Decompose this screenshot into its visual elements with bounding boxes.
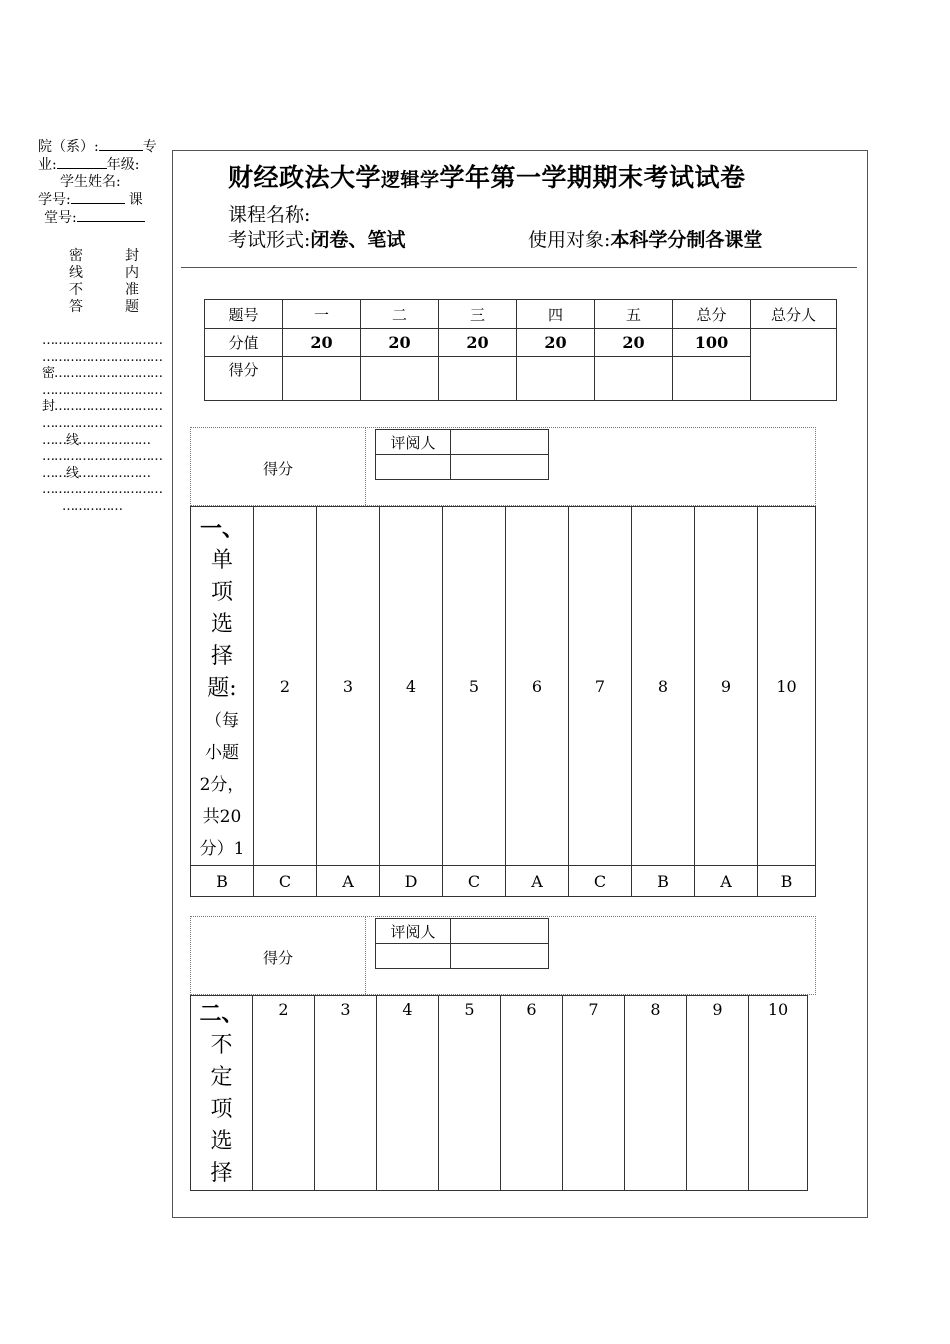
- th-5: 五: [595, 300, 673, 329]
- q2-number: 3: [315, 996, 377, 1191]
- answer-cell: C: [254, 866, 317, 897]
- section2-score-divider: [365, 917, 366, 994]
- section2-answer-table: [190, 995, 808, 1191]
- department-field: 院（系）: 专: [38, 139, 157, 155]
- value-2: 20: [361, 329, 439, 357]
- q2-number: 7: [563, 996, 625, 1191]
- target-row: 使用对象:本科学分制各课堂: [528, 229, 763, 251]
- score-input-1[interactable]: [283, 357, 361, 401]
- section1-answer-table: [190, 506, 816, 897]
- q2-number: 4: [377, 996, 439, 1191]
- section2-reviewer-name[interactable]: [451, 919, 549, 944]
- score-input-5[interactable]: [595, 357, 673, 401]
- section1-reviewer-cell-a[interactable]: [376, 455, 451, 480]
- department-blank[interactable]: [99, 138, 143, 151]
- value-4: 20: [517, 329, 595, 357]
- answer-cell: A: [317, 866, 380, 897]
- section2-reviewer-label: 评阅人: [376, 919, 451, 944]
- section2-reviewer-table: [375, 918, 549, 969]
- course-name-row: 课程名称:: [228, 204, 311, 226]
- exam-title: 财经政法大学逻辑学学年第一学期期末考试试卷: [228, 163, 746, 192]
- section1-reviewer-cell-b[interactable]: [451, 455, 549, 480]
- th-number: 题号: [205, 300, 283, 329]
- q-number: 4: [380, 507, 443, 866]
- th-scorer: 总分人: [751, 300, 837, 329]
- answer-cell: C: [443, 866, 506, 897]
- section1-reviewer-label: 评阅人: [376, 430, 451, 455]
- answer-cell: B: [758, 866, 816, 897]
- major-grade-field: 业: 年级:: [38, 157, 140, 173]
- header-divider: [181, 267, 857, 268]
- q-number: 9: [695, 507, 758, 866]
- classroom-field: 堂号:: [38, 209, 166, 227]
- target-value: 本科学分制各课堂: [610, 229, 763, 251]
- value-3: 20: [439, 329, 517, 357]
- q2-number: 8: [625, 996, 687, 1191]
- q-number: 6: [506, 507, 569, 866]
- q-number: 10: [758, 507, 816, 866]
- score-summary-table: [204, 299, 837, 401]
- score-label: 得分: [205, 357, 283, 401]
- seal-notice-right: 封 内 准 题: [125, 248, 139, 315]
- section1-score-divider: [365, 428, 366, 505]
- value-total: 100: [673, 329, 751, 357]
- seal-notice-left: 密 线 不 答: [69, 248, 83, 315]
- section1-reviewer-name[interactable]: [451, 430, 549, 455]
- section1-title: 一、 单 项 选 择 题: （每 小题 2分， 共20 分）1: [191, 507, 254, 866]
- answer-cell: D: [380, 866, 443, 897]
- th-1: 一: [283, 300, 361, 329]
- q-number: 2: [254, 507, 317, 866]
- student-id-blank[interactable]: [71, 191, 125, 204]
- score-input-4[interactable]: [517, 357, 595, 401]
- section1-score-label: 得分: [263, 460, 294, 478]
- answer-cell: A: [695, 866, 758, 897]
- section2-score-label: 得分: [263, 949, 294, 967]
- q2-number: 10: [749, 996, 808, 1191]
- score-input-2[interactable]: [361, 357, 439, 401]
- exam-form-row: 考试形式:闭卷、笔试: [228, 229, 406, 251]
- seal-notice: [66, 248, 146, 316]
- seal-dotted-line: ………………………… ………………………… 密……………………… ………………………… 封……………………… ………………………… ……线……………… ………………………… ……线……………… ………………………… ……………: [42, 333, 163, 514]
- th-4: 四: [517, 300, 595, 329]
- section2-reviewer-cell-a[interactable]: [376, 944, 451, 969]
- section1-reviewer-table: [375, 429, 549, 480]
- q-number: 7: [569, 507, 632, 866]
- q2-number: 9: [687, 996, 749, 1191]
- q-number: 3: [317, 507, 380, 866]
- classroom-blank[interactable]: [77, 209, 145, 222]
- answer-cell: B: [191, 866, 254, 897]
- binding-margin: [38, 138, 166, 227]
- exam-form-value: 闭卷、笔试: [310, 229, 406, 251]
- answer-cell: A: [506, 866, 569, 897]
- value-1: 20: [283, 329, 361, 357]
- answer-cell: B: [632, 866, 695, 897]
- student-id-field: 学号: 课: [38, 192, 143, 208]
- q2-number: 6: [501, 996, 563, 1191]
- q-number: 8: [632, 507, 695, 866]
- score-input-3[interactable]: [439, 357, 517, 401]
- section2-title: 二、 不 定 项 选 择: [191, 996, 253, 1191]
- major-blank[interactable]: [57, 156, 107, 169]
- value-label: 分值: [205, 329, 283, 357]
- th-2: 二: [361, 300, 439, 329]
- th-3: 三: [439, 300, 517, 329]
- q2-number: 2: [253, 996, 315, 1191]
- q-number: 5: [443, 507, 506, 866]
- scorer-cell[interactable]: [751, 329, 837, 401]
- th-total: 总分: [673, 300, 751, 329]
- value-5: 20: [595, 329, 673, 357]
- section2-reviewer-cell-b[interactable]: [451, 944, 549, 969]
- answer-cell: C: [569, 866, 632, 897]
- student-name-field: 学生姓名:: [60, 174, 121, 190]
- score-input-total[interactable]: [673, 357, 751, 401]
- q2-number: 5: [439, 996, 501, 1191]
